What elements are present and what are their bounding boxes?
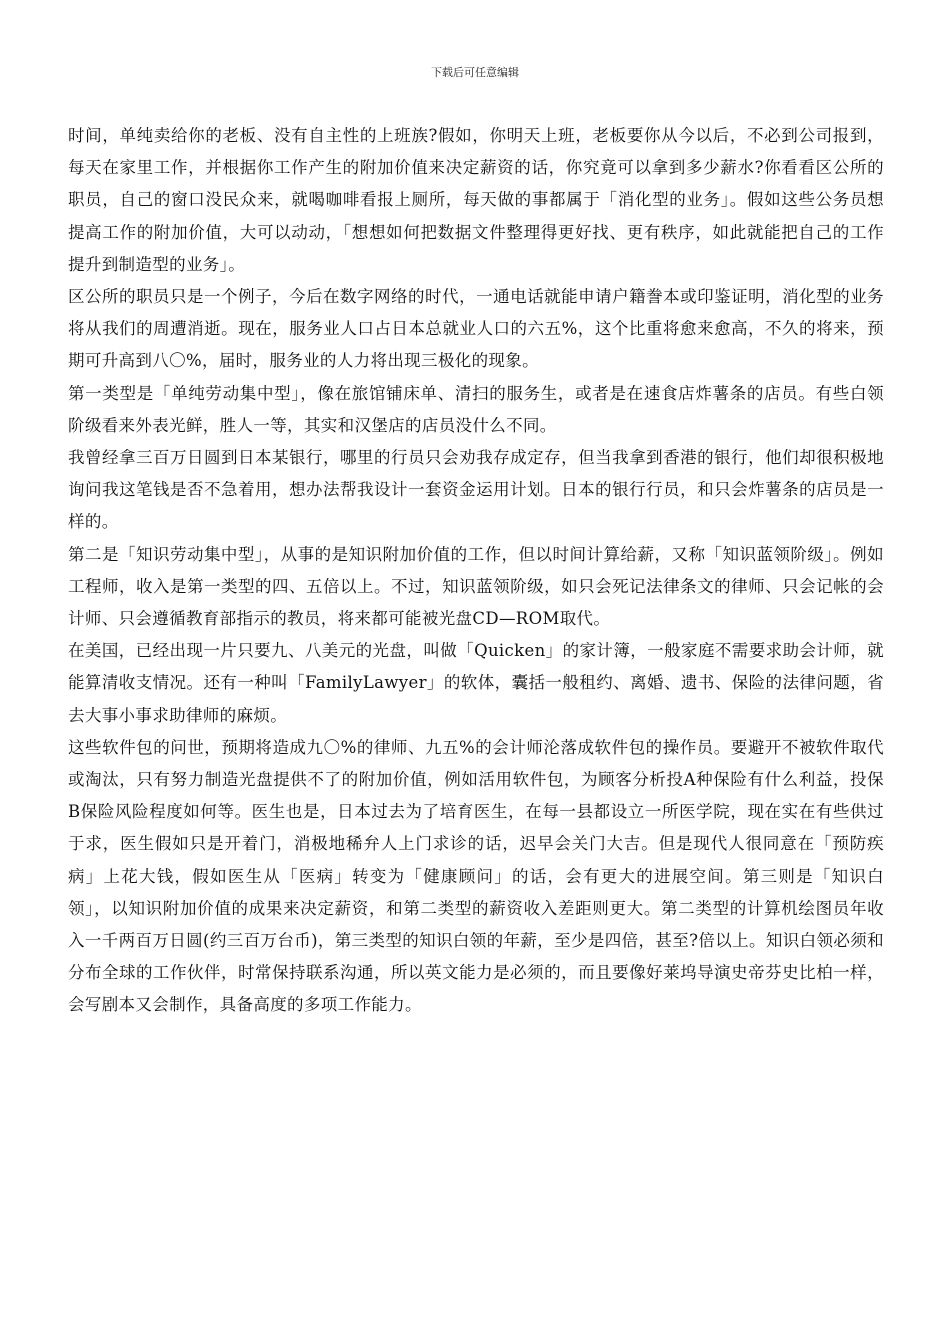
paragraph: 我曾经拿三百万日圆到日本某银行，哪里的行员只会劝我存成定存，但当我拿到香港的银行，他们却很积极地询问我这笔钱是否不急着用，想办法帮我设计一套资金运用计划。日本的银行行员，和只会炸薯条的店员是一样的。 bbox=[68, 448, 884, 532]
document-body bbox=[68, 120, 884, 1022]
paragraph: 第二是「知识劳动集中型」，从事的是知识附加价值的工作，但以时间计算给薪，又称「知识蓝领阶级」。例如工程师，收入是第一类型的四、五倍以上。不过，知识蓝领阶级，如只会死记法律条文的律师、只会记帐的会计师、只会遵循教育部指示的教员，将来都可能被光盘CD—ROM取代。 bbox=[68, 544, 884, 629]
paragraph: 第一类型是「单纯劳动集中型」，像在旅馆铺床单、清扫的服务生，或者是在速食店炸薯条的店员。有些白领阶级看来外表光鲜，胜人一等，其实和汉堡店的店员没什么不同。 bbox=[68, 383, 884, 435]
page-header: 下载后可任意编辑 bbox=[431, 66, 519, 79]
paragraph: 区公所的职员只是一个例子，今后在数字网络的时代，一通电话就能申请户籍誊本或印鉴证明，消化型的业务将从我们的周遭消逝。现在，服务业人口占日本总就业人口的六五%，这个比重将愈来愈高，不久的将来，预期可升高到八〇%，届时，服务业的人力将出现三极化的现象。 bbox=[68, 287, 884, 371]
paragraph: 时间，单纯卖给你的老板、没有自主性的上班族?假如，你明天上班，老板要你从今以后，不必到公司报到，每天在家里工作，并根据你工作产生的附加价值来决定薪资的话，你究竟可以拿到多少薪水?你看看区公所的职员，自己的窗口没民众来，就喝咖啡看报上厕所，每天做的事都属于「消化型的业务」。假如这些公务员想提高工作的附加价值，大可以动动，「想想如何把数据文件整理得更好找、更有秩序，如此就能把自己的工作提升到制造型的业务」。 bbox=[68, 126, 884, 274]
paragraph: 在美国，已经出现一片只要九、八美元的光盘，叫做「Quicken」的家计簿，一般家庭不需要求助会计师，就能算清收支情况。还有一种叫「FamilyLawyer」的软体，囊括一般租约、离婚、遗书、保险的法律问题，省去大事小事求助律师的麻烦。 bbox=[68, 641, 884, 725]
paragraph: 这些软件包的问世，预期将造成九〇%的律师、九五%的会计师沦落成软件包的操作员。要避开不被软件取代或淘汰，只有努力制造光盘提供不了的附加价值，例如活用软件包，为顾客分析投A种保险有什么利益，投保B保险风险程度如何等。医生也是，日本过去为了培育医生，在每一县都设立一所医学院，现在实在有些供过于求，医生假如只是开着门，消极地稀弁人上门求诊的话，迟早会关门大吉。但是现代人很同意在「预防疾病」上花大钱，假如医生从「医病」转变为「健康顾问」的话，会有更大的进展空间。第三则是「知识白领」，以知识附加价值的成果来决定薪资，和第二类型的薪资收入差距则更大。第二类型的计算机绘图员年收入一千两百万日圆(约三百万台币)，第三类型的知识白领的年薪，至少是四倍，甚至?倍以上。知识白领必须和分布全球的工作伙伴，时常保持联系沟通，所以英文能力是必须的，而且要像好莱坞导演史帝芬史比柏一样，会写剧本又会制作，具备高度的多项工作能力。 bbox=[68, 737, 884, 1015]
